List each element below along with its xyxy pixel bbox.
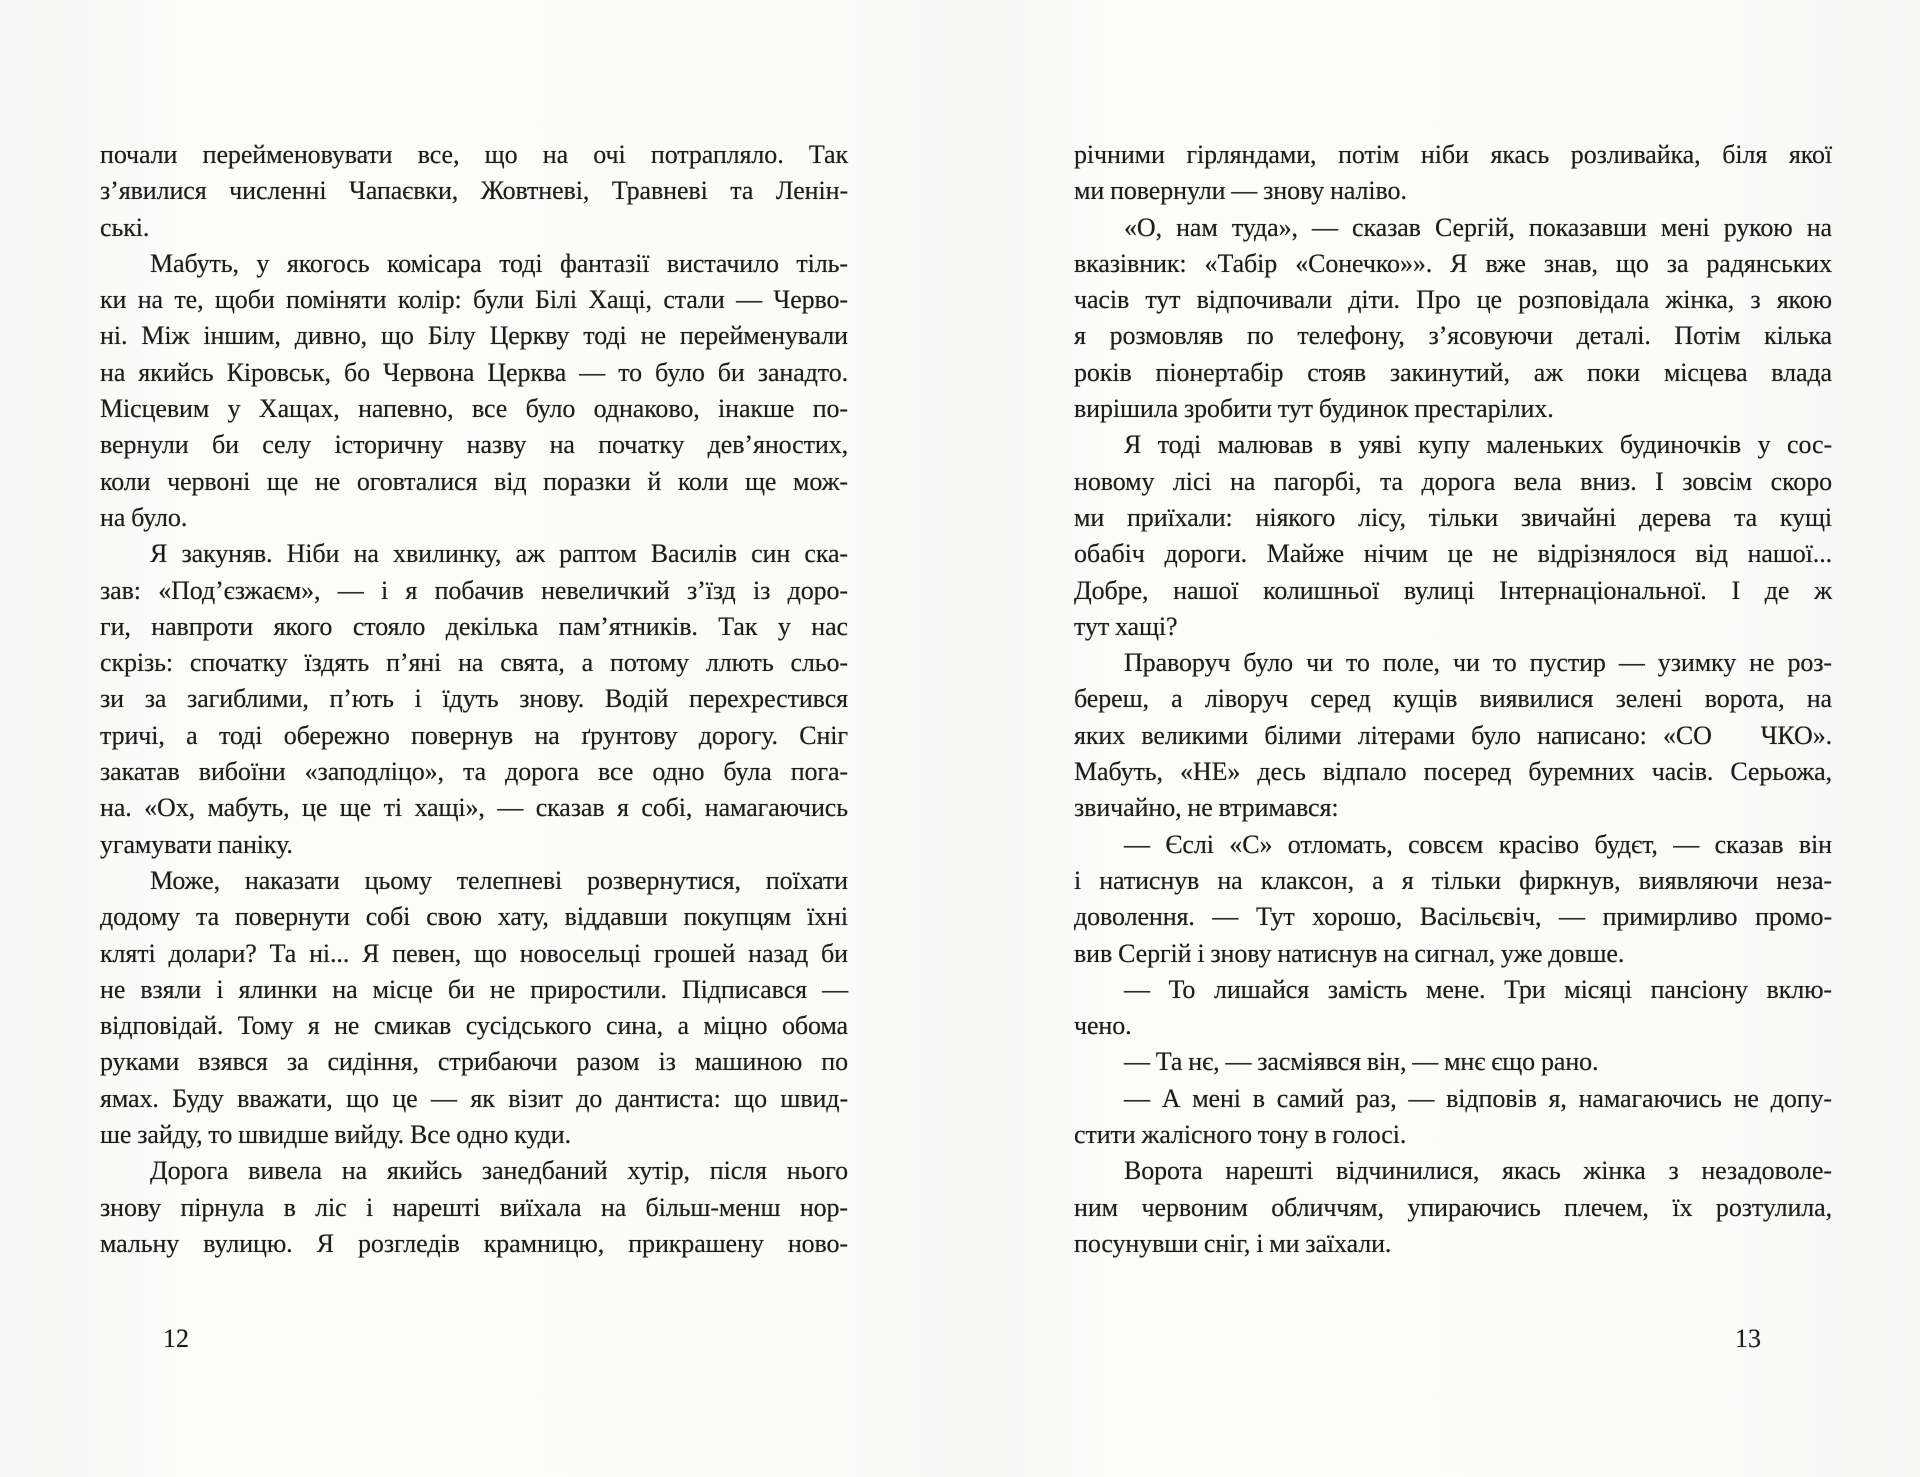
page-number-right: 13 [1735, 1324, 1761, 1353]
text-line: ямах. Буду вважати, що це — як візит до дантиста: що швид- [100, 1083, 848, 1113]
text-line: Праворуч було чи то поле, чи то пустир — узимку не роз- [1124, 648, 1832, 678]
text-line: звичайно, не втримався: [1074, 793, 1339, 823]
text-line: — А мені в самий раз, — відповів я, намагаючись не допу- [1124, 1083, 1832, 1113]
left-page-text [100, 137, 848, 1262]
text-line: Ворота нарешті відчинилися, якась жінка з незадоволе- [1124, 1156, 1832, 1186]
text-line: береш, а ліворуч серед кущів виявилися зелені ворота, на [1074, 684, 1832, 714]
text-line: ки на те, щоби поміняти колір: були Білі Хащі, стали — Черво- [100, 285, 848, 315]
text-line: ним червоним обличчям, упираючись плечем, їх розтулила, [1074, 1192, 1832, 1222]
text-line: угамувати паніку. [100, 829, 293, 859]
text-line: — То лишайся замість мене. Три місяці пансіону вклю- [1124, 974, 1832, 1004]
text-line: коли червоні ще не оговталися від поразки й коли ще мож- [100, 466, 848, 496]
text-line: Я тоді малював в уяві купу маленьких будиночків у сос- [1124, 430, 1832, 460]
text-line: ми повернули — знову наліво. [1074, 176, 1407, 206]
text-line: Може, наказати цьому телепневі розвернутися, поїхати [150, 865, 848, 895]
text-line: додому та повернути собі свою хату, віддавши покупцям їхні [100, 902, 848, 932]
text-line: вказівник: «Табір «Сонечко»». Я вже знав, що за радянських [1074, 248, 1832, 278]
text-line: новому лісі на пагорбі, та дорога вела вниз. І зовсім скоро [1074, 466, 1832, 496]
text-line: ги, навпроти якого стояло декілька пам’ятників. Так у нас [100, 611, 848, 641]
right-page-text [1074, 137, 1832, 1262]
text-line: почали перейменовувати все, що на очі потрапляло. Так [100, 140, 848, 169]
text-line: ше зайду, то швидше вийду. Все одно куди. [100, 1120, 571, 1150]
text-line: руками взявся за сидіння, стрибаючи разом із машиною по [100, 1047, 848, 1077]
text-line: вирішила зробити тут будинок престарілих. [1074, 394, 1554, 424]
text-line: річними гірляндами, потім ніби якась розливайка, біля якої [1074, 140, 1832, 169]
text-line: Дорога вивела на якийсь занедбаний хутір, після нього [150, 1156, 848, 1186]
text-line: Я закуняв. Ніби на хвилинку, аж раптом Василів син ска- [150, 539, 848, 569]
text-line: на. «Ох, мабуть, це ще ті хащі», — сказав я собі, намагаючись [100, 793, 848, 823]
text-line: кляті долари? Та ні... Я певен, що новосельці грошей назад би [100, 938, 848, 968]
text-line: відповідай. Тому я не смикав сусідського сина, а міцно обома [100, 1011, 848, 1041]
text-line: на було. [100, 502, 188, 532]
text-line: Місцевим у Хащах, напевно, все було однаково, інакше по- [100, 394, 848, 424]
text-line: ські. [100, 212, 150, 242]
text-line: Мабуть, у якогось комісара тоді фантазії вистачило тіль- [150, 248, 848, 278]
text-line: стити жалісного тону в голосі. [1074, 1120, 1407, 1150]
text-line: закатав вибоїни «заподліцо», та дорога все одно була пога- [100, 757, 848, 787]
page-number-left: 12 [163, 1324, 189, 1353]
text-line: — Єслі «С» отломать, совсєм красіво будєт, — сказав він [1124, 829, 1832, 859]
text-line: скрізь: спочатку їздять п’яні на свята, а потому ллють сльо- [100, 648, 848, 678]
text-line: мальну вулицю. Я розгледів крамницю, прикрашену ново- [100, 1228, 848, 1258]
text-line: тут хащі? [1074, 611, 1178, 641]
text-line: я розмовляв по телефону, з’ясовуючи деталі. Потім кілька [1074, 321, 1832, 351]
text-line: чено. [1074, 1011, 1132, 1041]
text-line: «О, нам туда», — сказав Сергій, показавши мені рукою на [1124, 212, 1832, 242]
text-line: зи за загиблими, п’ють і їдуть знову. Водій перехрестився [100, 684, 848, 714]
text-line: — Та нє, — засміявся він, — мнє єщо рано. [1124, 1047, 1599, 1077]
text-line: обабіч дороги. Майже нічим це не відрізнялося від нашої... [1074, 539, 1832, 569]
text-line: зав: «Под’єзжаєм», — і я побачив невеличкий з’їзд із доро- [100, 575, 848, 605]
text-line: вив Сергій і знову натиснув на сигнал, уже довше. [1074, 938, 1625, 968]
text-line: ні. Між іншим, дивно, що Білу Церкву тоді не перейменували [100, 321, 848, 351]
text-line: ми приїхали: ніякого лісу, тільки звичайні дерева та кущі [1074, 502, 1832, 532]
text-line: вернули би селу історичну назву на початку дев’яностих, [100, 430, 848, 460]
text-line: з’явилися численні Чапаєвки, Жовтневі, Травневі та Ленін- [100, 176, 848, 206]
text-line: Добре, нашої колишньої вулиці Інтернаціональної. І де ж [1074, 575, 1832, 605]
text-line: яких великими білими літерами було написано: «СО ЧКО». [1074, 720, 1832, 750]
text-line: доволення. — Тут хорошо, Васільєвіч, — примирливо промо- [1074, 902, 1832, 932]
text-line: Мабуть, «НЕ» десь відпало посеред буремних часів. Серьожа, [1074, 757, 1832, 787]
text-line: і натиснув на клаксон, а я тільки фиркнув, виявляючи неза- [1074, 865, 1832, 895]
text-line: не взяли і ялинки на місце би не приростили. Підписався — [100, 974, 848, 1004]
text-line: часів тут відпочивали діти. Про це розповідала жінка, з якою [1074, 285, 1832, 315]
text-line: знову пірнула в ліс і нарешті виїхала на більш-менш нор- [100, 1192, 848, 1222]
text-line: посунувши сніг, і ми заїхали. [1074, 1228, 1392, 1258]
text-line: на якийсь Кіровськ, бо Червона Церква — то було би занадто. [100, 357, 848, 387]
text-line: років піонертабір стояв закинутий, аж поки місцева влада [1074, 357, 1832, 387]
text-line: тричі, а тоді обережно повернув на ґрунтову дорогу. Сніг [100, 720, 848, 750]
